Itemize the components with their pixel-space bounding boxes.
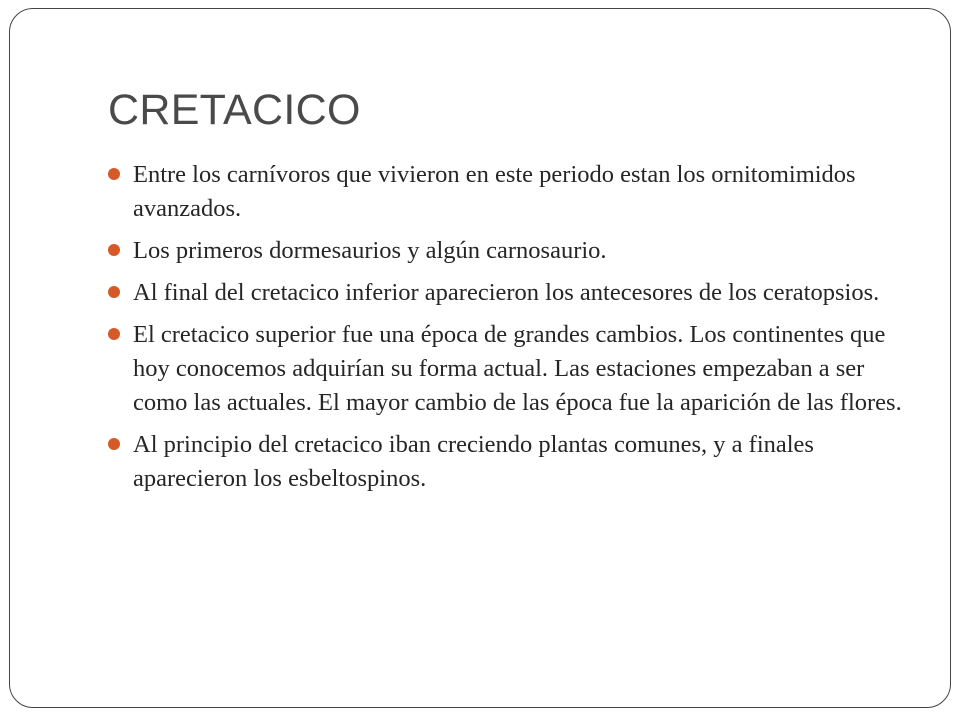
bullet-list	[108, 158, 908, 504]
bullet-item	[108, 276, 908, 310]
bullet-dot-icon	[108, 286, 120, 298]
slide-title: CRETACICO	[108, 86, 361, 134]
bullet-dot-icon	[108, 328, 120, 340]
bullet-item	[108, 234, 908, 268]
bullet-item	[108, 318, 908, 420]
bullet-text: Los primeros dormesaurios y algún carnosaurio.	[133, 237, 607, 264]
bullet-dot-icon	[108, 168, 120, 180]
bullet-item	[108, 158, 908, 226]
bullet-item	[108, 428, 908, 496]
bullet-text: Al final del cretacico inferior aparecieron los antecesores de los ceratopsios.	[133, 279, 880, 306]
bullet-text: Al principio del cretacico iban creciendo plantas comunes, y a finales aparecieron los esbeltospinos.	[133, 431, 814, 492]
bullet-dot-icon	[108, 438, 120, 450]
bullet-text: Entre los carnívoros que vivieron en este periodo estan los ornitomimidos avanzados.	[133, 161, 856, 222]
bullet-text: El cretacico superior fue una época de grandes cambios. Los continentes que hoy conocemos adquirían su forma actual. Las estaciones empezaban a ser como las actuales. El mayor cambio de las época fue la aparición de las flores.	[133, 321, 902, 416]
bullet-dot-icon	[108, 244, 120, 256]
